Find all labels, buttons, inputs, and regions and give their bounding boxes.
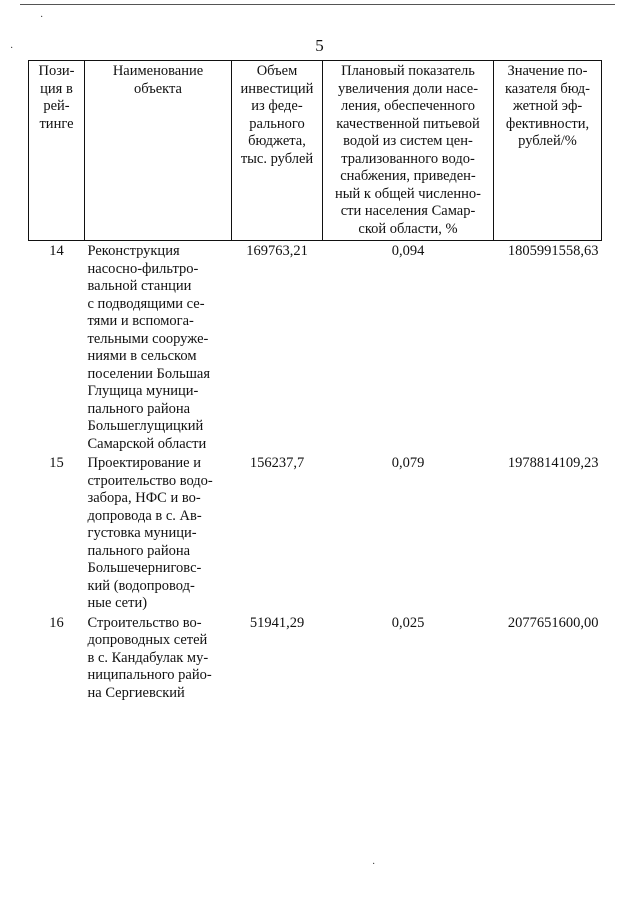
header-plan-indicator: [323, 61, 494, 241]
row-plan-indicator: 0,025: [391, 614, 425, 631]
scan-speck: ·: [10, 43, 14, 54]
table-row: [29, 241, 602, 454]
scan-speck: ·: [372, 859, 376, 870]
table-row: [29, 613, 602, 703]
row-investment: 169763,21: [246, 243, 308, 259]
row-position: 15: [49, 455, 64, 471]
row-object-name: [85, 453, 232, 613]
table-row: [29, 453, 602, 613]
header-position: [29, 61, 85, 241]
row-efficiency: 1978814109,23: [507, 455, 599, 471]
row-object-name: [85, 241, 232, 454]
header-investment-text: Объем инвестиций из феде- рального бюджета, тыс. рублей: [240, 63, 314, 167]
row-object-name-text: Реконструкция насосно-фильтро- вальной станции с подводящими се- тями и вспомога- тельными сооруже- ниями в сельском поселении Большая Глущица муници- пального района Большеглущицкий Самарской области: [87, 243, 210, 452]
page-number: 5: [315, 36, 324, 55]
header-object-name-text: Наименование объекта: [112, 63, 204, 97]
row-object-name: [85, 613, 232, 703]
investment-table: [28, 60, 602, 702]
row-efficiency: 1805991558,63: [507, 243, 599, 259]
row-efficiency: 2077651600,00: [507, 614, 599, 631]
header-efficiency-text: Значение по- казателя бюд- жетной эф- фективности, рублей/%: [504, 63, 591, 149]
header-position-text: Пози- ция в рей- тинге: [38, 63, 75, 132]
top-scan-rule: [20, 4, 615, 5]
row-investment: 51941,29: [249, 614, 305, 631]
scan-speck: ·: [40, 12, 44, 23]
header-efficiency: [494, 61, 602, 241]
row-object-name-text: Проектирование и строительство водо- забора, НФС и во- допровода в с. Ав- густовка муници- пального района Большечерниговс- кий (водопровод- ные сети): [87, 455, 213, 611]
header-plan-indicator-text: Плановый показатель увеличения доли насе- ления, обеспеченного качественной питьевой водой из систем цен- трализованного водо- снабжения, приведен- ный к общей численно- сти населения Самар- ской области, %: [335, 63, 481, 237]
header-investment: [232, 61, 323, 241]
table-header-row: [29, 61, 602, 241]
row-plan-indicator: 0,079: [391, 455, 425, 471]
row-investment: 156237,7: [249, 455, 305, 471]
row-position: 16: [49, 614, 64, 631]
header-object-name: [85, 61, 232, 241]
row-plan-indicator: 0,094: [391, 243, 425, 259]
row-position: 14: [49, 243, 64, 259]
row-object-name-text: Строительство во- допроводных сетей в с. Кандабулак му- ниципального райо- на Сергиевский: [87, 614, 212, 701]
